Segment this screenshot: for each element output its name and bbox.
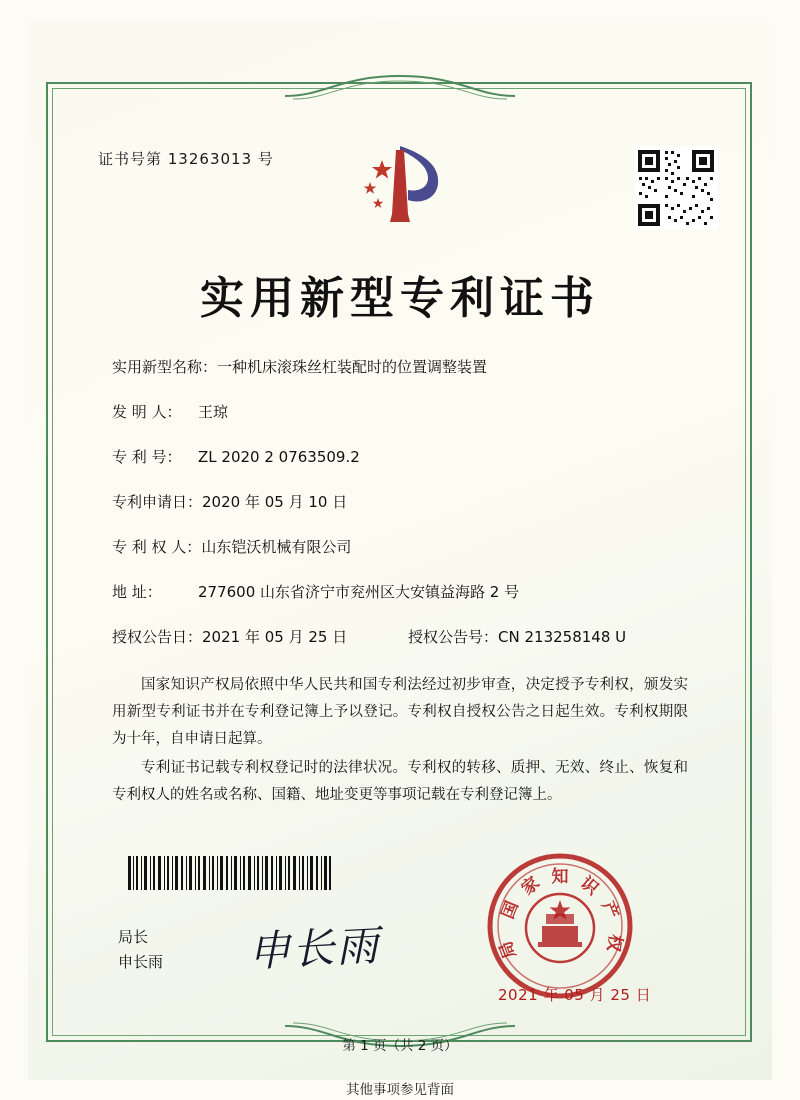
- svg-text:产: 产: [597, 898, 623, 922]
- corner-ornament-bottom-right: [720, 1010, 746, 1036]
- svg-text:知: 知: [551, 867, 569, 887]
- legal-paragraph-2: 专利证书记载专利权登记时的法律状况。专利权的转移、质押、无效、终止、恢复和专利权人的姓名或名称、国籍、地址变更等事项记载在专利登记簿上。: [112, 760, 688, 803]
- field-value-grant-publication-no: CN 213258148 U: [498, 628, 627, 646]
- patent-office-emblem-icon: [352, 140, 462, 240]
- field-row-inventor: [112, 401, 692, 446]
- field-grant-publication: [408, 626, 626, 647]
- corner-ornament-top-right: [720, 88, 746, 114]
- field-label-name: 实用新型名称：: [112, 358, 218, 376]
- field-value-patentee: 山东铠沃机械有限公司: [201, 538, 352, 556]
- svg-text:识: 识: [576, 873, 603, 900]
- field-row-patent-number: [112, 446, 692, 491]
- field-value-grant-date: 2021 年 05 月 25 日: [202, 628, 348, 646]
- svg-text:国: 国: [497, 898, 523, 922]
- seal-date: 2021 年 05 月 25 日: [498, 986, 652, 1004]
- field-list: [112, 356, 692, 671]
- field-label-application-date: 专利申请日：: [112, 493, 203, 511]
- field-row-grant: [112, 626, 692, 671]
- field-label-inventor: 发 明 人：: [112, 403, 182, 421]
- footer-note: 其他事项参见背面: [346, 1082, 454, 1098]
- corner-ornament-bottom-left: [52, 1010, 78, 1036]
- field-value-address: 277600 山东省济宁市兖州区大安镇益海路 2 号: [198, 583, 520, 601]
- field-label-grant-date: 授权公告日：: [112, 628, 203, 646]
- certificate-number: 证书号第 13263013 号: [98, 150, 274, 168]
- barcode-icon: [128, 856, 332, 890]
- signature-title-label: 局长: [118, 928, 149, 946]
- field-row-address: [112, 581, 692, 626]
- field-label-grant-publication-no: 授权公告号：: [408, 628, 499, 646]
- field-row-name: [112, 356, 692, 401]
- corner-ornament-top-left: [52, 88, 78, 114]
- field-value-application-date: 2020 年 05 月 10 日: [202, 493, 348, 511]
- qr-code-icon: [634, 146, 718, 230]
- svg-text:局: 局: [495, 938, 521, 962]
- official-seal-icon: [482, 848, 638, 1004]
- page-number: 第 1 页（共 2 页）: [342, 1038, 458, 1054]
- top-ornament-icon: [285, 74, 515, 100]
- field-value-name: 一种机床滚珠丝杠装配时的位置调整装置: [217, 358, 488, 376]
- field-label-address: 地 址：: [112, 583, 162, 601]
- svg-text:家: 家: [517, 873, 544, 900]
- field-label-patent-number: 专 利 号：: [112, 448, 182, 466]
- field-row-application-date: [112, 491, 692, 536]
- svg-text:权: 权: [602, 932, 626, 953]
- legal-paragraph-1: 国家知识产权局依照中华人民共和国专利法经过初步审查，决定授予专利权，颁发实用新型专利证书并在专利登记簿上予以登记。专利权自授权公告之日起生效。专利权期限为十年，自申请日起算。: [112, 677, 688, 747]
- signature-block: [118, 925, 163, 975]
- field-value-inventor: 王琼: [198, 403, 229, 421]
- handwritten-signature: 申长雨: [246, 920, 382, 977]
- field-label-patentee: 专 利 权 人：: [112, 538, 202, 556]
- legal-text-block: [112, 672, 688, 811]
- page-title: 实用新型专利证书: [200, 273, 600, 324]
- field-value-patent-number: ZL 2020 2 0763509.2: [198, 448, 360, 466]
- signature-name-label: 申长雨: [118, 953, 164, 971]
- field-row-patentee: [112, 536, 692, 581]
